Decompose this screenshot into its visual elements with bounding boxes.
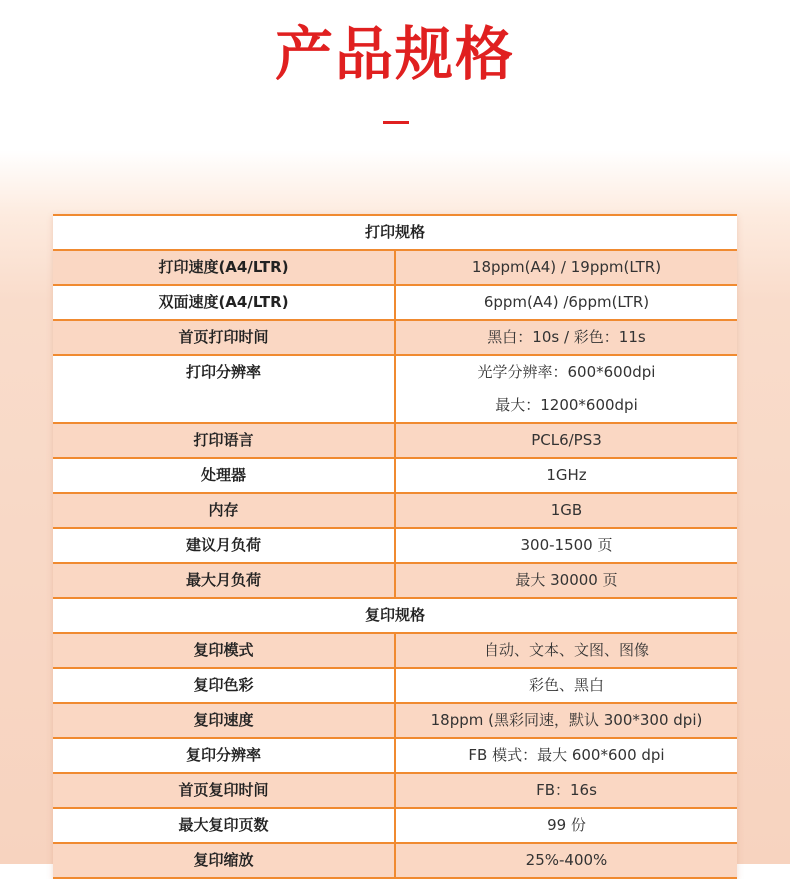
spec-label: 处理器: [53, 458, 395, 493]
spec-value-line: 光学分辨率：600*600dpi: [477, 363, 656, 381]
spec-label: 打印速度(A4/LTR): [53, 250, 395, 285]
spec-value: 最大 30000 页: [395, 563, 737, 598]
spec-value: 99 份: [395, 808, 737, 843]
spec-label: 最大复印页数: [53, 808, 395, 843]
spec-label: 首页打印时间: [53, 320, 395, 355]
section-header-copy: [53, 598, 737, 633]
table-row: [53, 493, 737, 528]
spec-value: 彩色、黑白: [395, 668, 737, 703]
spec-value: 18ppm(A4) / 19ppm(LTR): [395, 250, 737, 285]
table-row: [53, 668, 737, 703]
table-row: [53, 355, 737, 423]
spec-value: 黑白：10s / 彩色：11s: [395, 320, 737, 355]
spec-label: 复印分辨率: [53, 738, 395, 773]
spec-label: 复印模式: [53, 633, 395, 668]
spec-value: FB 模式：最大 600*600 dpi: [395, 738, 737, 773]
section-title: 复印规格: [53, 598, 737, 633]
spec-value: PCL6/PS3: [395, 423, 737, 458]
spec-label: 复印缩放: [53, 843, 395, 878]
table-row: [53, 738, 737, 773]
section-title: 打印规格: [53, 215, 737, 250]
spec-label: 内存: [53, 493, 395, 528]
table-row: [53, 528, 737, 563]
spec-value: [395, 355, 737, 423]
spec-value: FB：16s: [395, 773, 737, 808]
table-row: [53, 843, 737, 878]
spec-value: 18ppm (黑彩同速，默认 300*300 dpi): [395, 703, 737, 738]
table-row: [53, 285, 737, 320]
spec-label: 打印语言: [53, 423, 395, 458]
table-row: [53, 703, 737, 738]
table-row: [53, 423, 737, 458]
spec-value: 1GHz: [395, 458, 737, 493]
table-row: [53, 633, 737, 668]
spec-label: 最大月负荷: [53, 563, 395, 598]
spec-value: 1GB: [395, 493, 737, 528]
spec-label: 建议月负荷: [53, 528, 395, 563]
spec-label: 复印速度: [53, 703, 395, 738]
title-underline: [383, 121, 409, 124]
spec-value: 6ppm(A4) /6ppm(LTR): [395, 285, 737, 320]
spec-label: 复印色彩: [53, 668, 395, 703]
table-row: [53, 773, 737, 808]
spec-value: 25%-400%: [395, 843, 737, 878]
table-row: [53, 458, 737, 493]
section-header-print: [53, 215, 737, 250]
table-row: [53, 808, 737, 843]
spec-label: 打印分辨率: [53, 355, 395, 423]
table-row: [53, 320, 737, 355]
table-row: [53, 563, 737, 598]
spec-value: 自动、文本、文图、图像: [395, 633, 737, 668]
page-title: 产品规格: [274, 20, 515, 88]
spec-value: 300-1500 页: [395, 528, 737, 563]
spec-table: [53, 214, 737, 879]
table-row: [53, 250, 737, 285]
spec-value-line: 最大：1200*600dpi: [495, 396, 638, 414]
spec-label: 双面速度(A4/LTR): [53, 285, 395, 320]
spec-label: 首页复印时间: [53, 773, 395, 808]
